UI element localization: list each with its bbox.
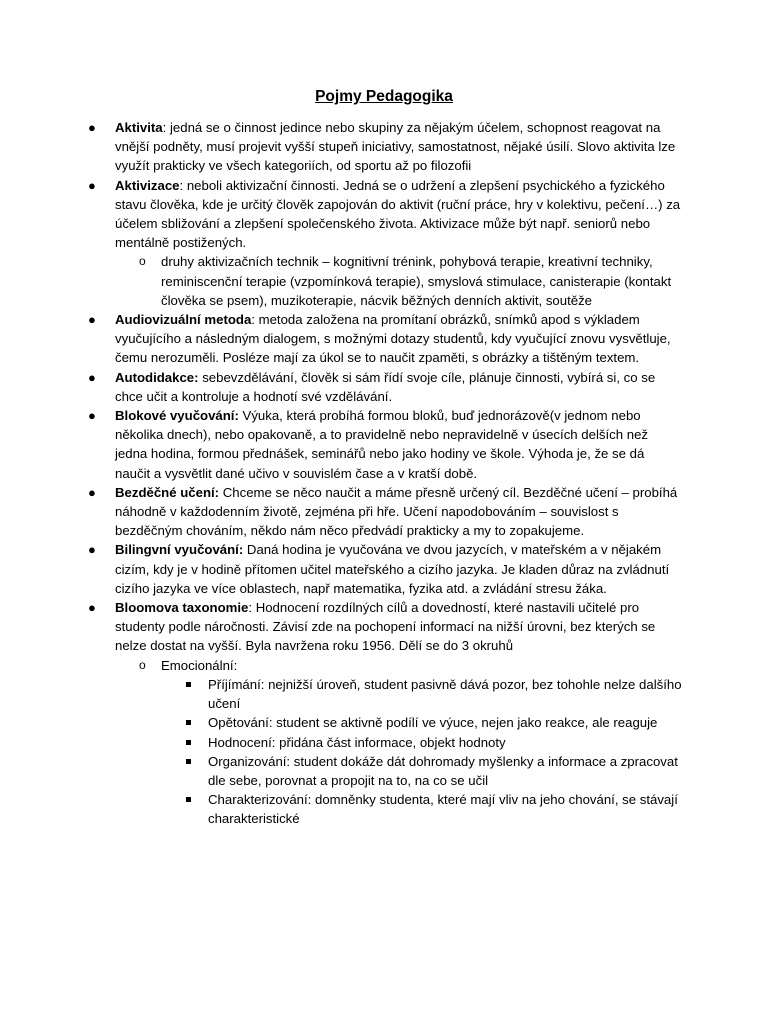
sub-item-text: Emocionální:: [161, 657, 238, 673]
bullet-icon: ●: [88, 120, 96, 135]
bullet-icon: ●: [88, 484, 96, 500]
list-item: [0, 483, 768, 541]
bullet-icon: ●: [88, 600, 96, 616]
bullet-icon: ●: [88, 542, 96, 558]
nested-item-text: Hodnocení: přidána část informace, objekt hodnoty: [208, 734, 506, 750]
term-definition: neboli aktivizační činnosti. Jedná se o udržení a zlepšení psychického a fyzického stavu člověka, kde je určitý člověk zapojován do aktivit (ruční práce, hry v kolektivu, pečení…) za účelem sbližování a zlepšení společenského života. Aktivizace může být např. seniorů nebo mentálně postižených.: [115, 177, 681, 251]
term-separator: :: [179, 177, 187, 193]
sub-item-text: druhy aktivizačních technik – kognitivní trénink, pohybová terapie, kreativní techniky, reminiscenční terapie (vzpomínková terapie), smyslová stimulace, canisterapie (kontakt člověka se psem), muzikoterapie, nácvik běžných denních aktivit, soutěže: [161, 254, 672, 308]
document-title: Pojmy Pedagogika: [315, 88, 453, 105]
nested-list-item: [161, 713, 682, 732]
term-separator: :: [162, 120, 170, 135]
term-separator: :: [248, 600, 256, 616]
nested-list: [161, 675, 682, 829]
term-list: [0, 118, 768, 829]
term-definition: Výuka, která probíhá formou bloků, buď jednorázově(v jednom nebo několika dnech), nebo opakovaně, a to pravidelně nebo nepravidelně v úsecích delších než jedna hodina, formou přednášek, seminářů nebo jako hodiny ve škole. Výhoda je, že se dá naučit a vysvětlit dané učivo v souvislém čase a v kratší době.: [115, 408, 648, 481]
term-label: Bilingvní vyučování:: [115, 542, 244, 558]
bullet-icon: ●: [88, 312, 96, 328]
term-label: Bezděčné učení:: [115, 484, 220, 500]
nested-list-item: [161, 675, 682, 713]
list-item: [0, 310, 768, 368]
nested-item-text: Opětování: student se aktivně podílí ve výuce, nejen jako reakce, ale reaguje: [208, 715, 658, 731]
sub-list: [115, 656, 682, 829]
term-definition: metoda založena na promítaní obrázků, snímků apod s výkladem vyučujícího a následným dialogem, s možnými dotazy studentů, kdy vyučující znovu vysvětluje, čemu nerozuměli. Posléze mají za úkol se to naučit zpaměti, s obrázky a tištěným textem.: [115, 312, 671, 366]
term-label: Bloomova taxonomie: [115, 600, 249, 616]
term-definition: Chceme se něco naučit a máme přesně určený cíl. Bezděčné učení – probíhá náhodně v každodenním životě, zejména při hře. Učení napodobováním – souvislost s bezděčným chováním, někdo nám něco předvádí prakticky a my to zopakujeme.: [115, 484, 678, 539]
term-separator: :: [251, 312, 259, 328]
sub-list: [115, 252, 682, 310]
sub-list-item: [115, 656, 682, 829]
term-definition: Hodnocení rozdílných cílů a dovedností, které nastavili učitelé pro studenty podle náročnosti. Závisí zde na pochopení informací na nižší úrovni, bez kterých se nelze dostat na vyšší. Byla navržena roku 1956. Dělí se do 3 okruhů: [115, 600, 656, 654]
term-label: Aktivita: [115, 120, 163, 135]
term-label: Aktivizace: [115, 177, 180, 193]
term-label: Autodidakce:: [115, 369, 199, 385]
term-definition: jedná se o činnost jedince nebo skupiny za nějakým účelem, schopnost reagovat na vnější podněty, musí projevit vyšší stupeň iniciativy, samostatnost, nějaké úsilí. Slovo aktivita lze využít prakticky ve všech kategoriích, od sportu až po filozofii: [115, 120, 676, 174]
square-bullet-icon: [186, 682, 191, 687]
term-label: Audiovizuální metoda: [115, 312, 252, 328]
term-definition: sebevzdělávání, člověk si sám řídí svoje cíle, plánuje činnosti, vybírá si, co se chce učit a kontroluje a hodnotí své vzdělávání.: [115, 369, 656, 404]
sub-list-item: [115, 252, 682, 310]
list-item: [0, 176, 768, 310]
circle-bullet-icon: o: [139, 657, 146, 672]
circle-bullet-icon: o: [139, 254, 146, 269]
term-label: Blokové vyučování:: [115, 408, 239, 424]
nested-list-item: [161, 790, 682, 828]
nested-item-text: Příjímání: nejnižší úroveň, student pasivně dává pozor, bez tohohle nelze dalšího učení: [208, 676, 682, 712]
square-bullet-icon: [186, 740, 191, 745]
list-item: [0, 368, 768, 406]
nested-item-text: Organizování: student dokáže dát dohromady myšlenky a informace a zpracovat dle sebe, porovnat a propojit na to, na co se učil: [208, 753, 678, 788]
nested-list-item: [161, 752, 682, 790]
bullet-icon: ●: [88, 369, 96, 385]
nested-item-text: Charakterizování: domněnky studenta, které mají vliv na jeho chování, se stávají charakteristické: [208, 792, 678, 827]
list-item: [0, 406, 768, 483]
list-item: [0, 540, 768, 598]
list-item: [0, 598, 768, 828]
nested-list-item: [161, 733, 682, 752]
square-bullet-icon: [186, 720, 191, 725]
list-item: [0, 118, 768, 176]
term-definition: Daná hodina je vyučována ve dvou jazycích, v mateřském a v nějakém cizím, kdy je v hodině přítomen učitel mateřského a cizího jazyka. Je kladen důraz na zvládnutí cizího jazyka ve více oblastech, např matematika, fyzika atd. a zvládání stresu žáka.: [115, 542, 670, 596]
square-bullet-icon: [186, 797, 191, 802]
bullet-icon: ●: [88, 177, 96, 193]
bullet-icon: ●: [88, 408, 96, 424]
square-bullet-icon: [186, 759, 191, 764]
